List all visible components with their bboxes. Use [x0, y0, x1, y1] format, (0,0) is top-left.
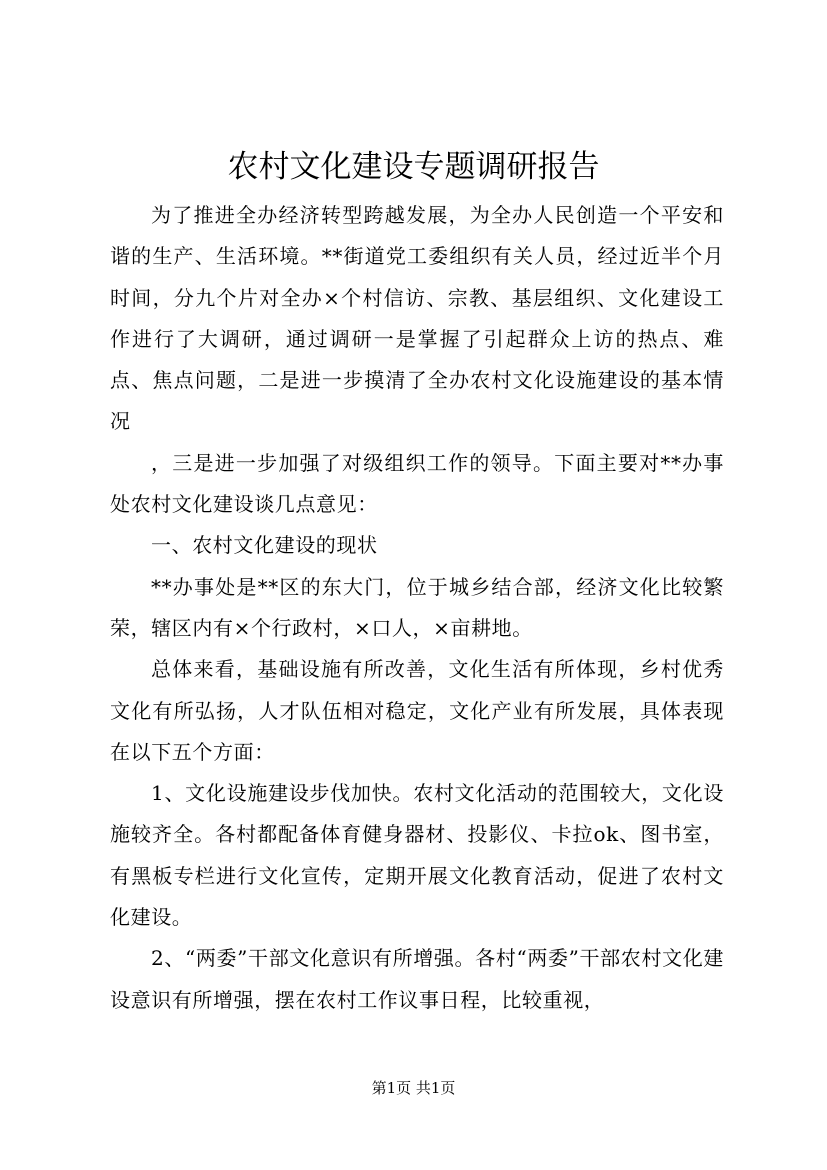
paragraph-item-2: 2、“两委”干部文化意识有所增强。各村“两委”干部农村文化建设意识有所增强，摆在农村工作议事日程，比较重视，	[110, 946, 724, 1012]
paragraph-overview: 总体来看，基础设施有所改善，文化生活有所体现，乡村优秀文化有所弘扬，人才队伍相对稳定，文化产业有所发展，具体表现在以下五个方面：	[110, 657, 724, 764]
paragraph-location: **办事处是**区的东大门，位于城乡结合部，经济文化比较繁荣，辖区内有×个行政村，×口人，×亩耕地。	[110, 574, 724, 640]
document-body	[110, 195, 724, 1021]
paragraph-item-1: 1、文化设施建设步伐加快。农村文化活动的范围较大，文化设施较齐全。各村都配备体育健身器材、投影仪、卡拉ok、图书室，有黑板专栏进行文化宣传，定期开展文化教育活动，促进了农村文化建设。	[110, 781, 724, 930]
section-heading-status: 一、农村文化建设的现状	[151, 533, 378, 558]
page-footer: 第1页 共1页	[371, 1079, 456, 1097]
document-title: 农村文化建设专题调研报告	[227, 149, 600, 185]
paragraph-continuation: ，三是进一步加强了对级组织工作的领导。下面主要对**办事处农村文化建设谈几点意见：	[110, 450, 724, 517]
paragraph-intro: 为了推进全办经济转型跨越发展，为全办人民创造一个平安和谐的生产、生活环境。**街道党工委组织有关人员，经过近半个月时间，分九个片对全办×个村信访、宗教、基层组织、文化建设工作进行了大调研，通过调研一是掌握了引起群众上访的热点、难点、焦点问题，二是进一步摸清了全办农村文化设施建设的基本情况	[110, 203, 724, 434]
